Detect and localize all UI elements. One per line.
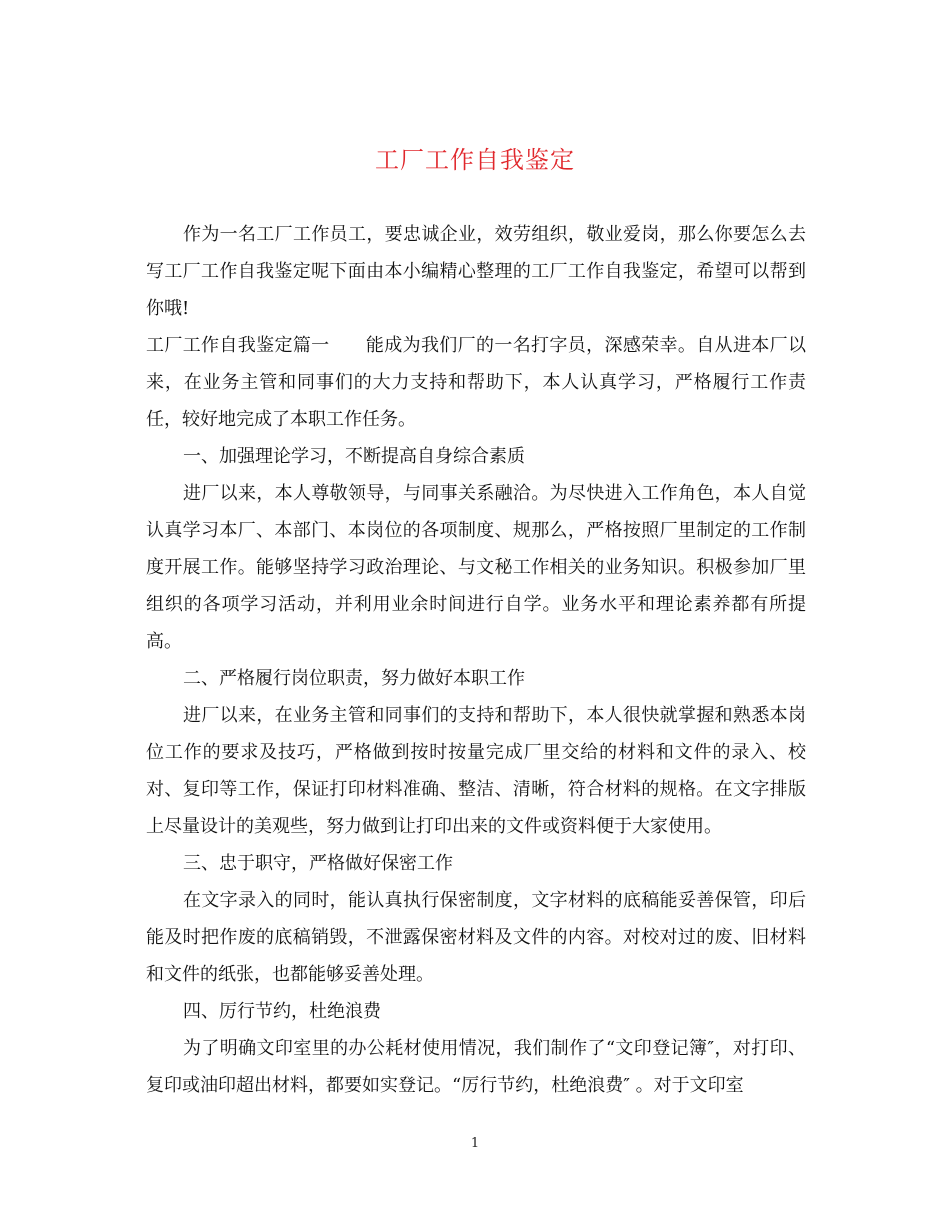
section-4-paragraph: 为了明确文印室里的办公耗材使用情况，我们制作了“文印登记簿″，对打印、复印或油印超出材料，都要如实登记。“厉行节约，杜绝浪费″ 。对于文印室 [146,1038,806,1096]
section-2-heading: 二、严格履行岗位职责，努力做好本职工作 [183,668,525,689]
section-1-paragraph: 进厂以来，本人尊敬领导，与同事关系融洽。为尽快进入工作角色，本人自觉认真学习本厂、本部门、本岗位的各项制度、规那么，严格按照厂里制定的工作制度开展工作。能够坚持学习政治理论、与文秘工作相关的业务知识。积极参加厂里组织的各项学习活动，并利用业余时间进行自学。业务水平和理论素养都有所提高。 [146,483,806,652]
page-number: 1 [470,1136,480,1151]
section-3-paragraph: 在文字录入的同时，能认真执行保密制度，文字材料的底稿能妥善保管，印后能及时把作废的底稿销毁，不泄露保密材料及文件的内容。对校对过的废、旧材料和文件的纸张，也都能够妥善处理。 [146,890,806,985]
section-1-heading: 一、加强理论学习，不断提高自身综合素质 [183,446,525,467]
document-body [146,216,806,1104]
document-title: 工厂工作自我鉴定 [375,146,575,174]
section-4-heading: 四、厉行节约，杜绝浪费 [183,1001,381,1022]
section-2-paragraph: 进厂以来，在业务主管和同事们的支持和帮助下，本人很快就掌握和熟悉本岗位工作的要求及技巧，严格做到按时按量完成厂里交给的材料和文件的录入、校对、复印等工作，保证打印材料准确、整洁、清晰，符合材料的规格。在文字排版上尽量设计的美观些，努力做到让打印出来的文件或资料便于大家使用。 [146,705,806,837]
part1-heading: 工厂工作自我鉴定篇一 [146,335,330,356]
intro-paragraph: 作为一名工厂工作员工，要忠诚企业，效劳组织，敬业爱岗，那么你要怎么去写工厂工作自我鉴定呢下面由本小编精心整理的工厂工作自我鉴定，希望可以帮到你哦! [146,224,806,319]
part1-text: 能成为我们厂的一名打字员，深感荣幸。自从进本厂以来，在业务主管和同事们的大力支持和帮助下，本人认真学习，严格履行工作责任，较好地完成了本职工作任务。 [146,335,806,430]
part1-paragraph [146,327,806,438]
section-3-heading: 三、忠于职守，严格做好保密工作 [183,853,453,874]
